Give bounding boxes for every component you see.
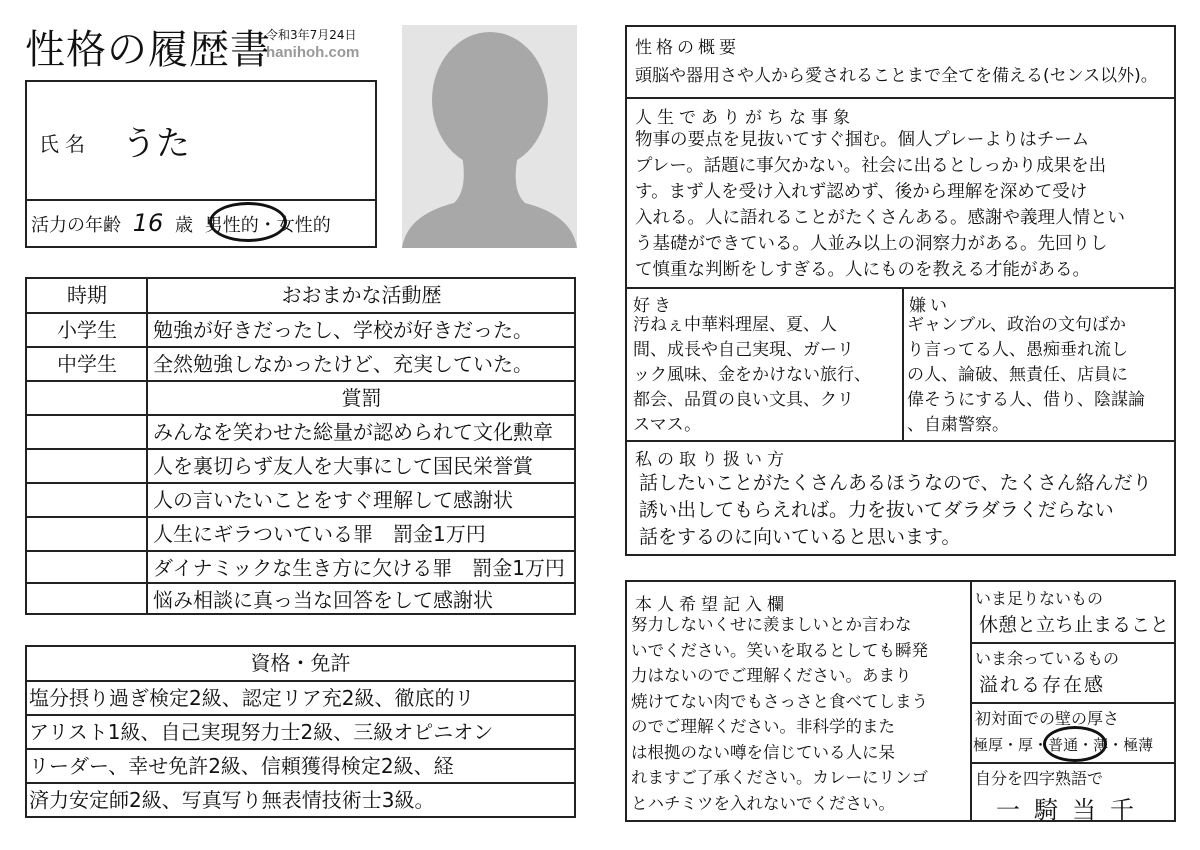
site-name: hanihoh.com	[266, 44, 360, 61]
handling-text: 話したいことがたくさんあるほうなので、たくさん絡んだり 誘い出してもらえれば。力を抜いてダラダラくだらない 話をするのに向いていると思います。	[639, 472, 1152, 548]
history-table	[25, 277, 576, 615]
wishes-text: 努力しないくせに羨ましいとか言わな いでください。笑いを取るとしても瞬発 力はないのでご理解ください。あまり 焼けてない肉でもさっさと食べてしまう のでご理解ください。非科学的また は根拠のない噂を信じている人に呆 れますご了承ください。カレーにリンゴ とハチミツを入れないでください。	[631, 615, 928, 813]
header-activity: おおまかな活動歴	[281, 283, 442, 307]
idiom-label: 自分を四字熟語で	[975, 769, 1104, 788]
age-value: 16	[132, 209, 164, 237]
likes-text: 汚ねぇ中華料理屋、夏、人 間、成長や自己実現、ガーリ ック風味、金をかけない旅行、 都会、品質の良い文具、クリ スマス。	[633, 315, 871, 435]
overview-text: 頭脳や器用さや人から愛されることまで全てを備える(センス以外)。	[635, 66, 1158, 86]
period-cell: 中学生	[57, 352, 117, 376]
personality-box	[625, 25, 1176, 556]
award-cell: ダイナミックな生き方に欠ける罪 罰金1万円	[153, 556, 565, 580]
award-cell: 悩み相談に真っ当な回答をして感謝状	[153, 588, 493, 612]
dislikes-text: ギャンブル、政治の文句ばか り言ってる人、愚痴垂れ流し の人、論破、無責任、店員に 偉そうにする人、借り、陰謀論 、自粛警察。	[907, 315, 1145, 435]
photo-placeholder	[402, 25, 577, 248]
lacking-label: いま足りないもの	[975, 589, 1104, 608]
idiom-value: 一騎当千	[996, 796, 1148, 824]
lacking-value: 休憩と立ち止まること	[979, 614, 1170, 636]
wishes-box	[625, 580, 1176, 822]
age-label: 活力の年齢	[31, 215, 121, 236]
age-row: 活力の年齢 16 歳 男性的・女性的	[31, 209, 331, 237]
profile-box	[25, 80, 377, 248]
name-label: 氏名	[39, 132, 91, 156]
header-period: 時期	[67, 283, 107, 307]
person-silhouette-icon	[402, 25, 577, 248]
award-cell: 人の言いたいことをすぐ理解して感謝状	[153, 488, 513, 512]
selection-circle	[209, 202, 287, 242]
activity-cell: 勉強が好きだったし、学校が好きだった。	[153, 318, 533, 342]
licenses-table	[25, 645, 576, 818]
wall-label: 初対面での壁の厚さ	[975, 709, 1120, 728]
overview-label: 性格の概要	[635, 38, 740, 58]
events-label: 人生でありがちな事象	[635, 108, 855, 128]
gender-female[interactable]: 女性的	[276, 215, 331, 236]
awards-header: 賞罰	[341, 386, 382, 410]
likes-label: 好き	[633, 296, 675, 316]
wall-option[interactable]: 厚	[1018, 736, 1034, 754]
licenses-header: 資格・免許	[250, 651, 351, 675]
license-line: 塩分摂り過ぎ検定2級、認定リア充2級、徹底的リ	[29, 686, 475, 710]
wishes-label: 本人希望記入欄	[635, 595, 789, 615]
date: 令和3年7月24日	[266, 28, 357, 42]
wall-option[interactable]: 薄	[1093, 736, 1109, 754]
surplus-value: 溢れる存在感	[979, 674, 1106, 696]
license-line: リーダー、幸せ免許2級、信頼獲得検定2級、経	[29, 754, 454, 778]
wall-options: 極厚・厚・普通・薄・極薄	[973, 736, 1154, 754]
award-cell: 人を裏切らず友人を大事にして国民栄誉賞	[153, 454, 533, 478]
license-line: 済力安定師2級、写真写り無表情技術士3級。	[29, 788, 435, 812]
page-title: 性格の履歴書	[25, 27, 271, 73]
name-value: うた	[122, 124, 190, 164]
award-cell: 人生にギラついている罪 罰金1万円	[153, 522, 486, 546]
events-text: 物事の要点を見抜いてすぐ掴む。個人プレーよりはチーム プレー。話題に事欠かない。社会に出るとしっかり成果を出 す。まず人を受け入れず認めず、後から理解を深めて受け 入れる。人に語れることがたくさんある。感謝や義理人情とい う基礎ができている。人並み以上の洞察力がある。先回りし て慎重な判断をしすぎる。人にものを教える才能がある。	[635, 130, 1125, 280]
dislikes-label: 嫌い	[909, 296, 951, 316]
activity-cell: 全然勉強しなかったけど、充実していた。	[153, 352, 533, 376]
handling-label: 私の取り扱い方	[635, 450, 789, 470]
age-unit: 歳	[175, 215, 194, 236]
wall-option[interactable]: 極薄	[1123, 736, 1154, 754]
award-cell: みんなを笑わせた総量が認められて文化勲章	[153, 420, 553, 444]
selection-circle	[1043, 726, 1107, 762]
license-line: アリスト1級、自己実現努力士2級、三級オピニオン	[29, 720, 494, 744]
gender-male[interactable]: 男性的	[204, 215, 259, 236]
period-cell: 小学生	[57, 318, 117, 342]
wall-option[interactable]: 極厚	[973, 736, 1004, 754]
wall-option-selected[interactable]: 普通	[1048, 736, 1079, 754]
surplus-label: いま余っているもの	[975, 649, 1120, 668]
